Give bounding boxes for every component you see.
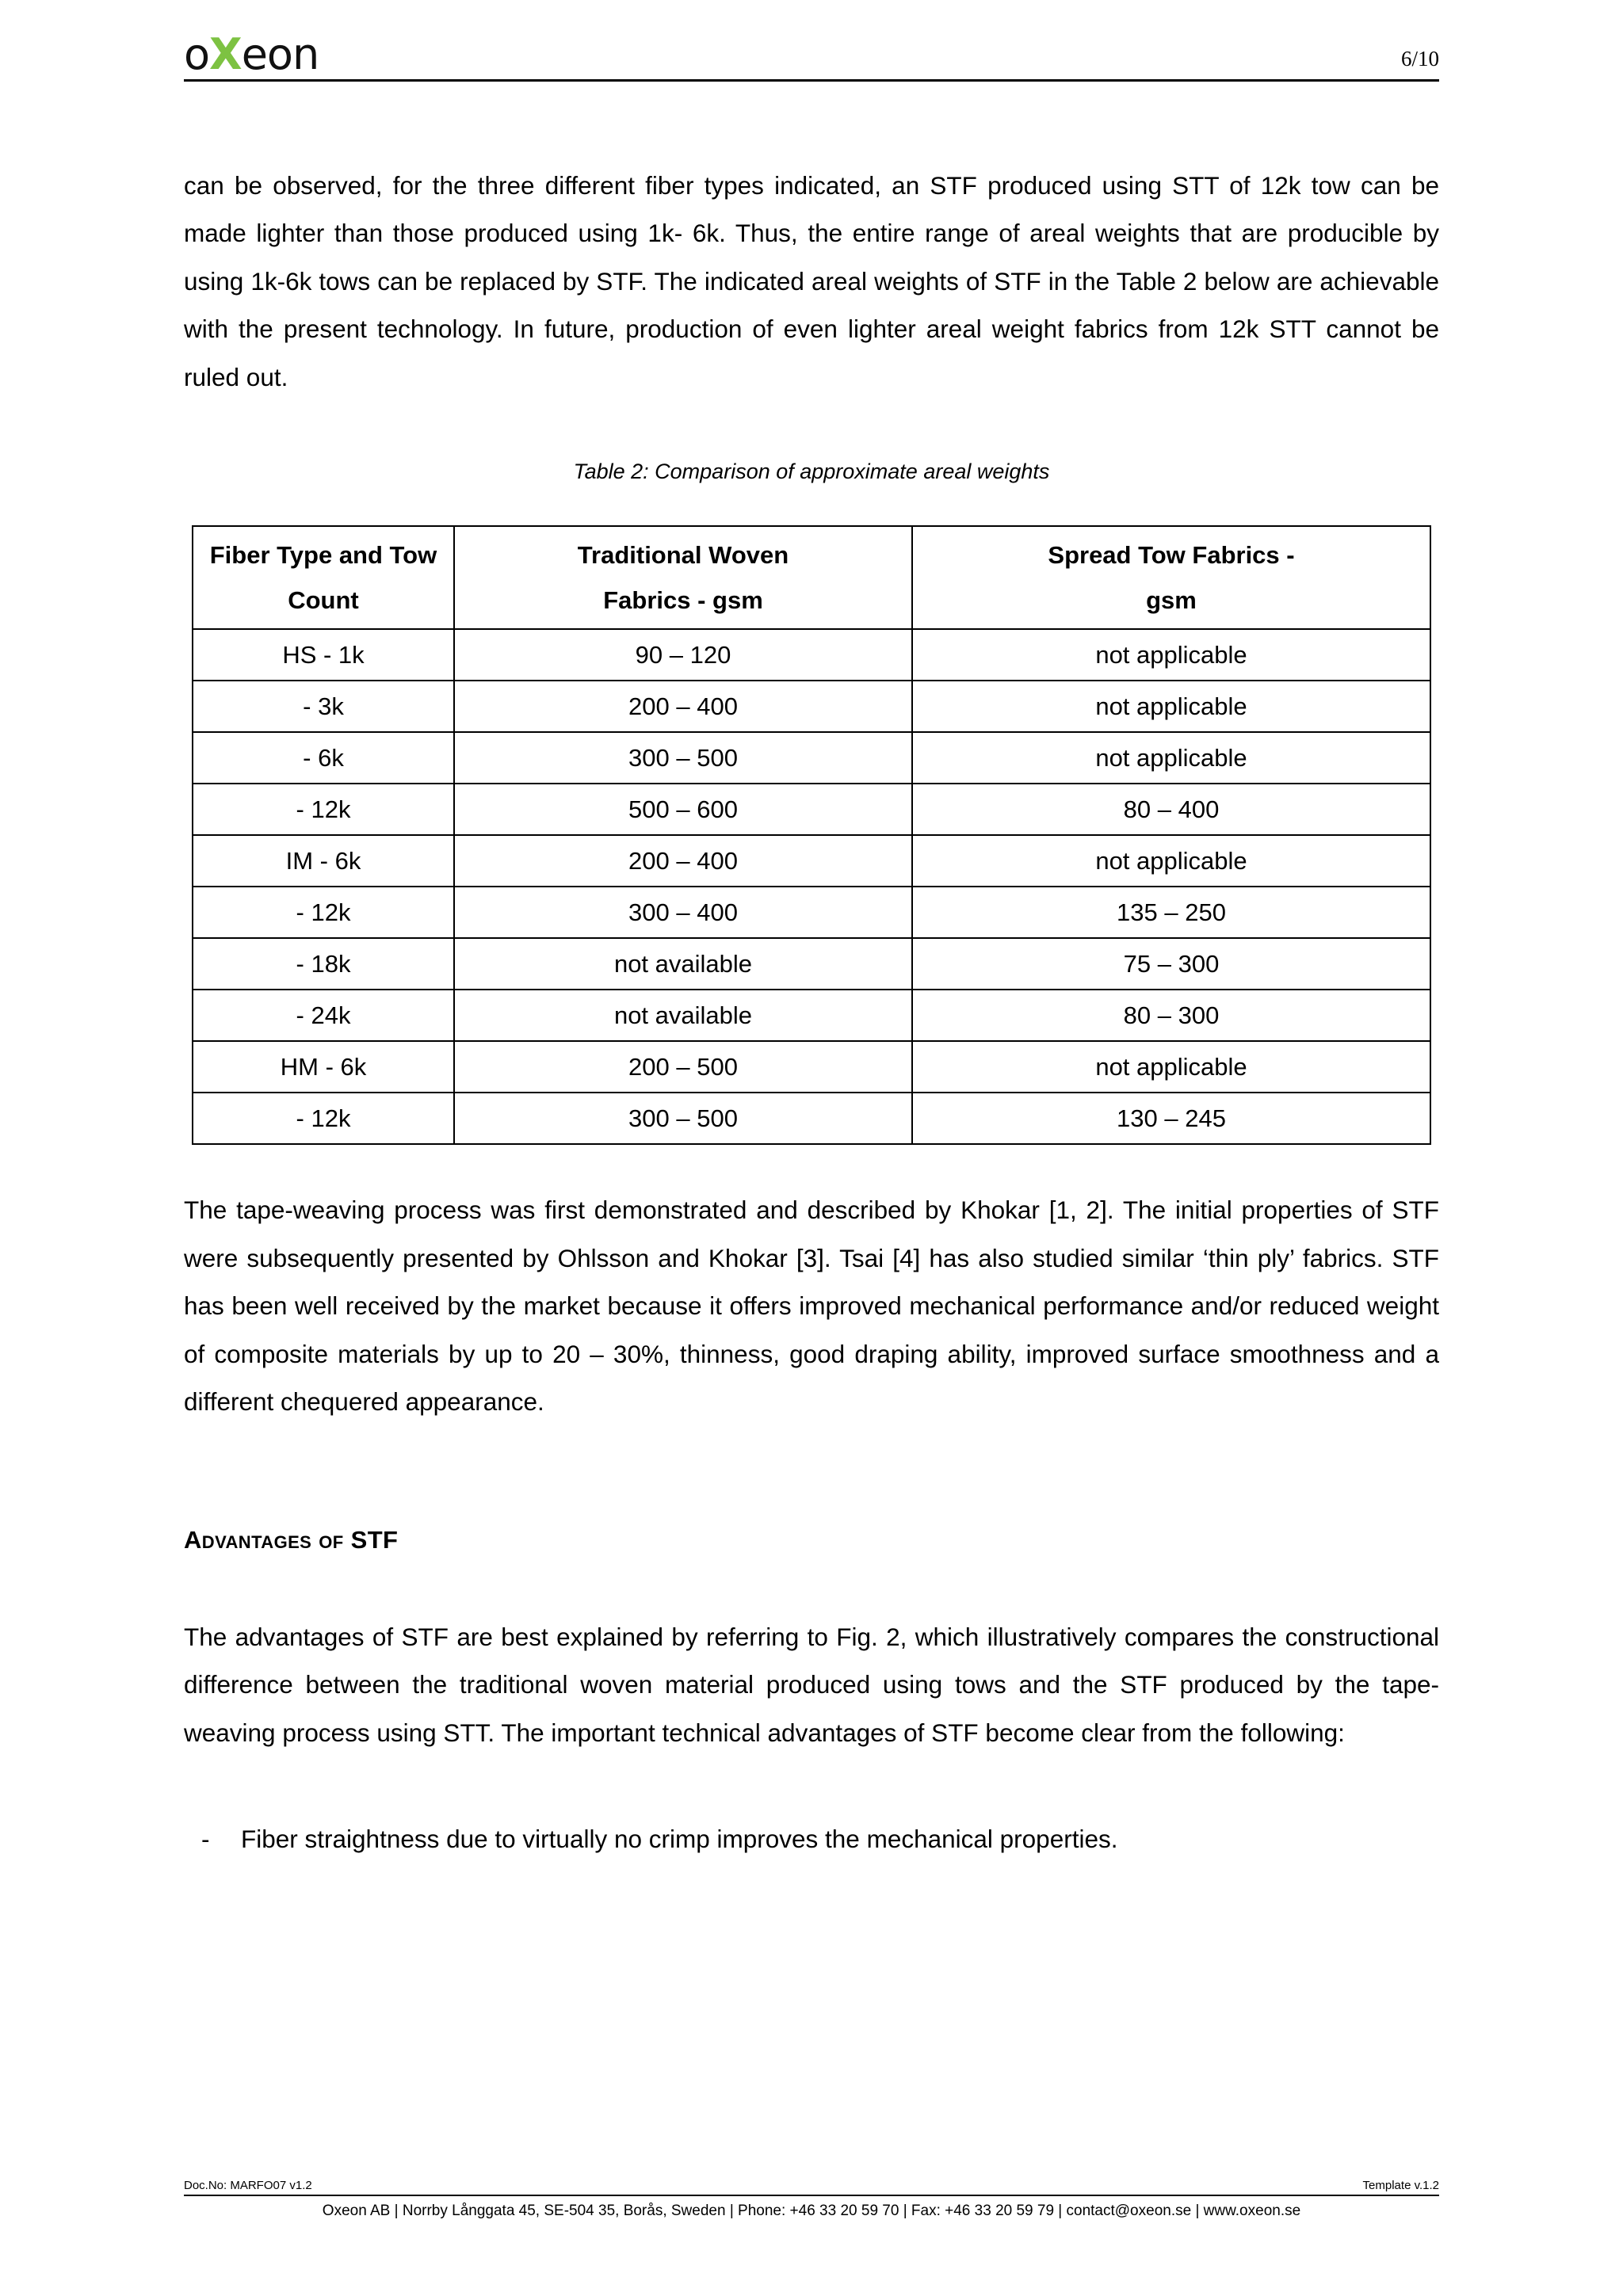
table-row xyxy=(193,990,1430,1041)
spacer xyxy=(184,1426,1439,1485)
cell-fiber: IM - 6k xyxy=(193,835,454,887)
cell-traditional: 300 – 500 xyxy=(454,732,912,784)
table-row xyxy=(193,835,1430,887)
cell-fiber: HS - 1k xyxy=(193,629,454,681)
spacer xyxy=(184,1485,1439,1526)
header-line-2: Count xyxy=(288,586,359,615)
areal-weights-table xyxy=(192,525,1431,1145)
bullet-text: Fiber straightness due to virtually no crimp improves the mechanical properties. xyxy=(241,1825,1118,1854)
header-row xyxy=(184,29,1439,82)
table-row xyxy=(193,887,1430,938)
cell-spread: not applicable xyxy=(912,681,1430,732)
cell-traditional: 200 – 400 xyxy=(454,681,912,732)
paragraph-advantages: The advantages of STF are best explained by referring to Fig. 2, which illustratively compares the constructional difference between the traditional woven material produced using tows and the STF produced by the tape-weaving process using STT. The important technical advantages of STF become clear from the following: xyxy=(184,1622,1439,1747)
cell-fiber: - 12k xyxy=(193,784,454,835)
cell-traditional: 200 – 500 xyxy=(454,1041,912,1093)
footer-doc-number: Doc.No: MARFO07 v1.2 xyxy=(184,2179,312,2192)
cell-fiber: - 6k xyxy=(193,732,454,784)
cell-spread: 80 – 300 xyxy=(912,990,1430,1041)
column-header-fiber-type xyxy=(193,526,454,629)
logo-text-accent: X xyxy=(209,29,242,79)
cell-spread: not applicable xyxy=(912,629,1430,681)
cell-fiber: - 3k xyxy=(193,681,454,732)
cell-traditional: 500 – 600 xyxy=(454,784,912,835)
cell-spread: not applicable xyxy=(912,1041,1430,1093)
section-heading-advantages: Advantages of STF xyxy=(184,1525,399,1554)
header-line-2: gsm xyxy=(1146,586,1197,615)
header-line-1: Fiber Type and Tow xyxy=(209,541,437,569)
table-head xyxy=(193,526,1430,629)
oxeon-logo xyxy=(184,29,319,79)
logo-text-prefix: o xyxy=(184,29,210,79)
table-row xyxy=(193,681,1430,732)
spacer xyxy=(184,484,1439,525)
cell-traditional: 300 – 400 xyxy=(454,887,912,938)
table-row xyxy=(193,1093,1430,1144)
bullet-marker: - xyxy=(201,1825,210,1854)
table-body xyxy=(193,629,1430,1144)
cell-traditional: 90 – 120 xyxy=(454,629,912,681)
table-header-row xyxy=(193,526,1430,629)
cell-spread: not applicable xyxy=(912,732,1430,784)
table-row xyxy=(193,732,1430,784)
cell-fiber: - 18k xyxy=(193,938,454,990)
cell-traditional: not available xyxy=(454,990,912,1041)
footer-address: Oxeon AB | Norrby Långgata 45, SE-504 35, Borås, Sweden | Phone: +46 33 20 59 70 | Fax: +46 33 20 59 79 | contact@oxeon.se | www.oxeon.se xyxy=(322,2203,1301,2219)
table-row xyxy=(193,1041,1430,1093)
table-row xyxy=(193,629,1430,681)
page-number: 6/10 xyxy=(1400,47,1439,71)
header-line-2: Fabrics - gsm xyxy=(603,586,763,615)
column-header-traditional-woven xyxy=(454,526,912,629)
cell-fiber: - 24k xyxy=(193,990,454,1041)
paragraph-intro: can be observed, for the three different fiber types indicated, an STF produced using STT of 12k tow can be made lighter than those produced using 1k- 6k. Thus, the entire range of areal weights that are producible by using 1k-6k tows can be replaced by STF. The indicated areal weights of STF in the Table 2 below are achievable with the present technology. In future, production of even lighter areal weight fabrics from 12k STT cannot be ruled out. xyxy=(184,171,1439,391)
table-caption: Table 2: Comparison of approximate areal weights xyxy=(573,460,1050,484)
cell-spread: not applicable xyxy=(912,835,1430,887)
paragraph-tape-weaving: The tape-weaving process was first demonstrated and described by Khokar [1, 2]. The initial properties of STF were subsequently presented by Ohlsson and Khokar [3]. Tsai [4] has also studied similar ‘thin ply’ fabrics. STF has been well received by the market because it offers improved mechanical performance and/or reduced weight of composite materials by up to 20 – 30%, thinness, good draping ability, improved surface smoothness and a different chequered appearance. xyxy=(184,1196,1439,1417)
page-footer xyxy=(184,2179,1439,2220)
cell-fiber: - 12k xyxy=(193,887,454,938)
header-line-1: Spread Tow Fabrics - xyxy=(1048,541,1295,569)
cell-spread: 130 – 245 xyxy=(912,1093,1430,1144)
spacer xyxy=(184,1554,1439,1613)
footer-divider xyxy=(184,2195,1439,2196)
table-row xyxy=(193,784,1430,835)
cell-traditional: not available xyxy=(454,938,912,990)
cell-spread: 80 – 400 xyxy=(912,784,1430,835)
logo-text-suffix: eon xyxy=(241,29,319,79)
table-row xyxy=(193,938,1430,990)
spacer xyxy=(184,103,1439,162)
cell-spread: 75 – 300 xyxy=(912,938,1430,990)
spacer xyxy=(184,1145,1439,1186)
footer-template-version: Template v.1.2 xyxy=(1362,2179,1439,2192)
header-line-1: Traditional Woven xyxy=(577,541,789,569)
cell-fiber: HM - 6k xyxy=(193,1041,454,1093)
footer-meta xyxy=(184,2179,1439,2195)
page-header xyxy=(184,0,1439,103)
cell-spread: 135 – 250 xyxy=(912,887,1430,938)
column-header-spread-tow xyxy=(912,526,1430,629)
cell-traditional: 200 – 400 xyxy=(454,835,912,887)
spacer xyxy=(184,1756,1439,1815)
list-item xyxy=(184,1815,1439,1863)
cell-traditional: 300 – 500 xyxy=(454,1093,912,1144)
spacer xyxy=(184,401,1439,460)
cell-fiber: - 12k xyxy=(193,1093,454,1144)
